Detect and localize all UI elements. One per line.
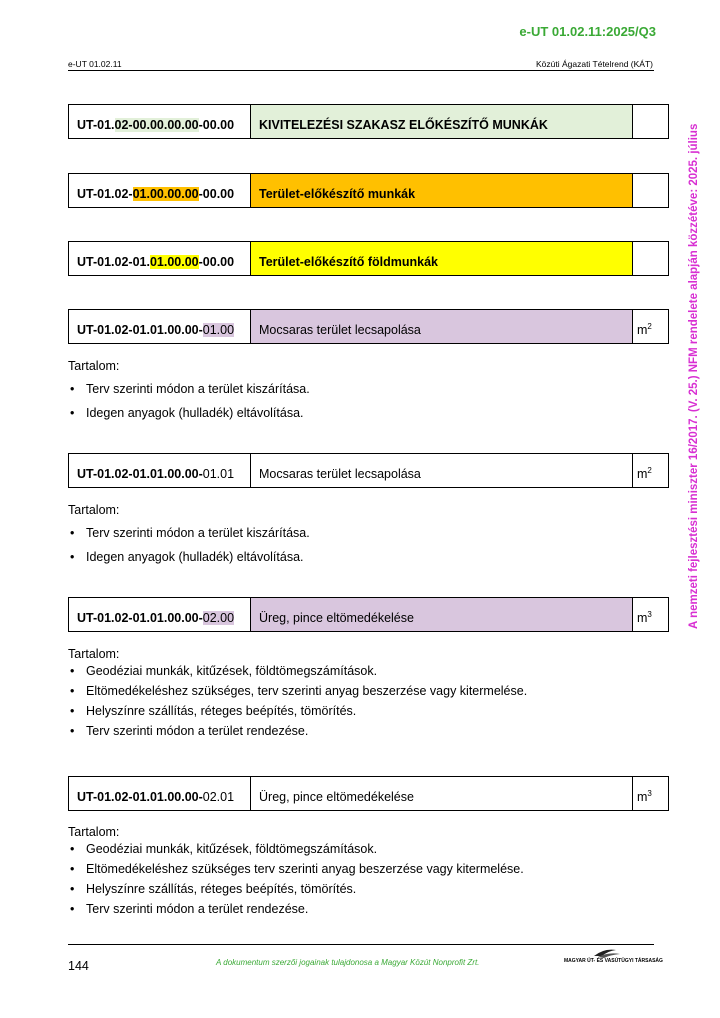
item-table-0	[68, 104, 669, 139]
list-item: • Helyszínre szállítás, réteges beépítés, tömörítés.	[68, 701, 527, 721]
item-table-1	[68, 173, 669, 208]
item-code: UT-01.02-01.00.00.00-00.00	[69, 174, 251, 208]
item-description: Üreg, pince eltömedékelése	[251, 777, 633, 811]
list-item: • Idegen anyagok (hulladék) eltávolítása.	[68, 545, 310, 569]
item-table-4	[68, 453, 669, 488]
item-code: UT-01.02-01.01.00.00-00.00	[69, 242, 251, 276]
list-item: • Terv szerinti módon a terület rendezése.	[68, 899, 524, 919]
item-table-5	[68, 597, 669, 632]
item-table-2	[68, 241, 669, 276]
content-label: Tartalom:	[68, 647, 120, 661]
list-item: • Terv szerinti módon a terület rendezése.	[68, 721, 527, 741]
item-unit: $m^3$	[633, 777, 669, 811]
content-block-0	[68, 359, 310, 425]
content-label: Tartalom:	[68, 825, 120, 839]
list-item: • Geodéziai munkák, kitűzések, földtömegszámítások.	[68, 839, 524, 859]
item-unit: $m^3$	[633, 598, 669, 632]
item-table-6	[68, 776, 669, 811]
header-rule	[68, 70, 654, 71]
content-label: Tartalom:	[68, 503, 120, 517]
item-description: Mocsaras terület lecsapolása	[251, 310, 633, 344]
document-code: e-UT 01.02.11:2025/Q3	[519, 24, 656, 39]
list-item: • Eltömedékeléshez szükséges terv szerinti anyag beszerzése vagy kitermelése.	[68, 859, 524, 879]
list-item: • Helyszínre szállítás, réteges beépítés, tömörítés.	[68, 879, 524, 899]
item-code: UT-01.02-01.01.00.00-01.00	[69, 310, 251, 344]
content-label: Tartalom:	[68, 359, 120, 373]
society-logo-icon	[564, 946, 654, 968]
content-block-2	[68, 647, 527, 741]
item-unit	[633, 105, 669, 139]
item-unit	[633, 174, 669, 208]
list-item: • Terv szerinti módon a terület kiszárítása.	[68, 521, 310, 545]
item-description: Mocsaras terület lecsapolása	[251, 454, 633, 488]
copyright-note: A dokumentum szerzői jogainak tulajdonosa a Magyar Közút Nonprofit Zrt.	[216, 958, 480, 967]
item-code: UT-01.02-00.00.00.00-00.00	[69, 105, 251, 139]
society-logo-text: MAGYAR ÚT- ÉS VASÚTÜGYI TÁRSASÁG	[564, 958, 663, 964]
item-code: UT-01.02-01.01.00.00-02.01	[69, 777, 251, 811]
item-code: UT-01.02-01.01.00.00-02.00	[69, 598, 251, 632]
item-table-3	[68, 309, 669, 344]
item-description: Üreg, pince eltömedékelése	[251, 598, 633, 632]
item-description: Terület-előkészítő munkák	[251, 174, 633, 208]
item-unit: $m^2$	[633, 310, 669, 344]
item-unit	[633, 242, 669, 276]
header-right: Közúti Ágazati Tételrend (KÁT)	[535, 59, 653, 69]
header-left: e-UT 01.02.11	[68, 59, 122, 69]
content-block-3	[68, 825, 524, 919]
item-description: KIVITELEZÉSI SZAKASZ ELŐKÉSZÍTŐ MUNKÁK	[251, 105, 633, 139]
list-item: • Idegen anyagok (hulladék) eltávolítása.	[68, 401, 310, 425]
list-item: • Geodéziai munkák, kitűzések, földtömegszámítások.	[68, 661, 527, 681]
list-item: • Terv szerinti módon a terület kiszárítása.	[68, 377, 310, 401]
list-item: • Eltömedékeléshez szükséges, terv szerinti anyag beszerzése vagy kitermelése.	[68, 681, 527, 701]
footer-rule	[68, 944, 654, 945]
page-number: 144	[68, 959, 89, 973]
item-code: UT-01.02-01.01.00.00-01.01	[69, 454, 251, 488]
side-publication-note: A nemzeti fejlesztési miniszter 16/2017. (V. 25.) NFM rendelete alapján közzétéve: 2025. július	[688, 123, 700, 629]
item-unit: $m^2$	[633, 454, 669, 488]
item-description: Terület-előkészítő földmunkák	[251, 242, 633, 276]
content-block-1	[68, 503, 310, 569]
